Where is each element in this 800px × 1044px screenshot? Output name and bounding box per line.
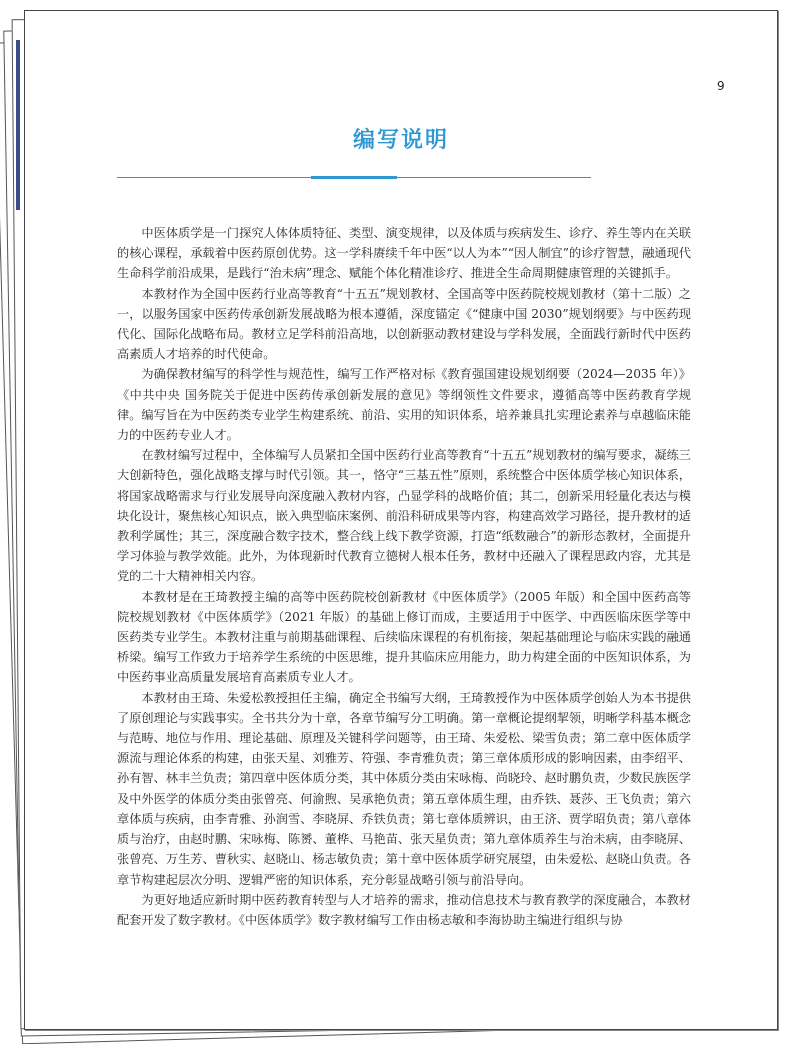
paragraph-5: 本教材是在王琦教授主编的高等中医药院校创新教材《中医体质学》（2005 年版）和全国中医药高等院校规划教材《中医体质学》（2021 年版）的基础上修订而成，主要适用于中医学、中西医临床医学等中医药类专业学生。本教材注重与前期基础课程、后续临床课程的有机衔接，架起基础理论与临床实践的融通桥梁。编写工作致力于培养学生系统的中医思维，提升其临床应用能力，助力构建全面的中医知识体系，为中医药事业高质量发展培育高素质专业人才。 [117, 589, 691, 685]
page-number: 9 [717, 79, 725, 93]
body-text [117, 223, 691, 930]
paragraph-1: 中医体质学是一门探究人体体质特征、类型、演变规律，以及体质与疾病发生、诊疗、养生等内在关联的核心课程，承载着中医药原创优势。这一学科赓续千年中医“以人为本”“因人制宜”的诊疗智慧，融通现代生命科学前沿成果，是践行“治未病”理念、赋能个体化精准诊疗、推进全生命周期健康管理的关键抓手。 [117, 226, 691, 281]
paragraph-3: 为确保教材编写的科学性与规范性，编写工作严格对标《教育强国建设规划纲要（2024—2035 年）》《中共中央 国务院关于促进中医药传承创新发展的意见》等纲领性文件要求，遵循高等中医药教育学规律。编写旨在为中医药类专业学生构建系统、前沿、实用的知识体系，培养兼具扎实理论素养与卓越临床能力的中医药专业人才。 [117, 367, 691, 443]
document-page [24, 10, 778, 1030]
paragraph-6: 本教材由王琦、朱爱松教授担任主编，确定全书编写大纲，王琦教授作为中医体质学创始人为本书提供了原创理论与实践事实。全书共分为十章，各章节编写分工明确。第一章概论提纲挈领，明晰学科基本概念与范畴、地位与作用、理论基础、原理及关键科学问题等，由王琦、朱爱松、梁雪负责；第二章中医体质学源流与理论体系的构建，由张天星、刘雅芳、符强、李青雅负责；第三章体质形成的影响因素，由李绍平、孙有智、林丰兰负责；第四章中医体质分类，其中体质分类由宋咏梅、尚晓玲、赵时鹏负责，少数民族医学及中外医学的体质分类由张曾亮、何渝煦、吴承艳负责；第五章体质生理，由乔铁、聂莎、王飞负责；第六章体质与疾病，由李青雅、孙润雪、李晓屏、乔铁负责；第七章体质辨识，由王济、贾学昭负责；第八章体质与治疗，由赵时鹏、宋咏梅、陈赟、董桦、马艳苗、张天星负责；第九章体质养生与治未病，由李晓屏、张曾亮、万生芳、曹秋实、赵晓山、杨志敏负责；第十章中医体质学研究展望，由朱爱松、赵晓山负责。各章节构建起层次分明、逻辑严密的知识体系，充分彰显战略引领与前沿导向。 [117, 690, 691, 887]
paragraph-2: 本教材作为全国中医药行业高等教育“十五五”规划教材、全国高等中医药院校规划教材（第十二版）之一，以服务国家中医药传承创新发展战略为根本遵循，深度锚定《“健康中国 2030”规划纲要》与中医药现代化、国际化战略布局。教材立足学科前沿高地，以创新驱动教材建设与学科发展，全面践行新时代中医药高素质人才培养的时代使命。 [117, 286, 691, 362]
paragraph-7: 为更好地适应新时期中医药教育转型与人才培养的需求，推动信息技术与教育教学的深度融合，本教材配套开发了数字教材。《中医体质学》数字教材编写工作由杨志敏和李海协助主编进行组织与协 [117, 892, 691, 927]
title-divider-accent [311, 176, 397, 179]
paragraph-4: 在教材编写过程中，全体编写人员紧扣全国中医药行业高等教育“十五五”规划教材的编写要求，凝练三大创新特色，强化战略支撑与时代引领。其一，恪守“三基五性”原则，系统整合中医体质学核心知识体系，将国家战略需求与行业发展导向深度融入教材内容，凸显学科的战略价值；其二，创新采用轻量化表达与模块化设计，聚焦核心知识点，嵌入典型临床案例、前沿科研成果等内容，构建高效学习路径，提升教材的适教利学属性；其三，深度融合数字技术，整合线上线下教学资源，打造“纸数融合”的新形态教材，全面提升学习体验与教学效能。此外，为体现新时代教育立德树人根本任务，教材中还融入了课程思政内容，尤其是党的二十大精神相关内容。 [117, 448, 691, 584]
page-title: 编写说明 [352, 128, 449, 153]
book-spine-strip [16, 40, 20, 210]
